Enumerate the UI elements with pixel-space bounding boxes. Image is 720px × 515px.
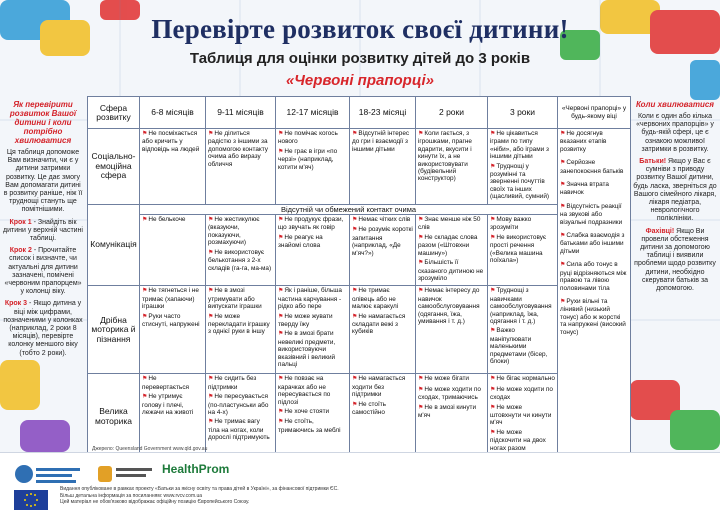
- red-flag-icon: ⚑: [490, 328, 496, 335]
- red-flag-icon: ⚑: [278, 419, 284, 426]
- red-flag-icon: ⚑: [490, 288, 496, 295]
- red-flag-icon: ⚑: [352, 313, 358, 320]
- any-age-red-flag-item: [560, 130, 628, 153]
- age-header: 9-11 місяців: [206, 97, 276, 129]
- development-area-label: Комунікація: [88, 204, 140, 286]
- red-flag-icon: ⚑: [142, 394, 148, 401]
- footer-text: [60, 486, 640, 506]
- red-flag-text: Не тримає вагу тіла на ногах, коли дорослі підтримують: [208, 418, 270, 442]
- development-area-label: Соціально-емоційна сфера: [88, 129, 140, 205]
- red-flag-icon: ⚑: [418, 404, 424, 411]
- red-flag-text: Немає чітких слів: [358, 216, 411, 224]
- red-flag-icon: ⚑: [278, 288, 284, 295]
- left-panel-intro: Ця таблиця допоможе Вам визначити, чи є у дитини затримки розвитку. Це дає змогу Вам допомагати дитині в розвитку раніше, ніж її труднощі стануть ще помітнішими.: [3, 149, 83, 214]
- red-flag-icon: ⚑: [278, 408, 284, 415]
- red-flag-icon: ⚑: [278, 331, 284, 338]
- milestone-cell: [140, 215, 206, 286]
- red-flag-text: Не досягнув вказаних етапів розвитку: [560, 130, 607, 153]
- milestone-cell: [488, 286, 558, 374]
- development-area-label: Дрібна моторика й пізнання: [88, 286, 140, 374]
- page-subtitle: Таблиця для оцінки розвитку дітей до 3 років: [189, 50, 531, 67]
- red-flag-item: [352, 226, 413, 257]
- any-age-red-flag-item: [560, 298, 628, 336]
- healthprom-logo: HealthProm: [162, 462, 230, 476]
- red-flag-icon: ⚑: [418, 234, 424, 241]
- partner-logo: [96, 460, 156, 488]
- red-flag-item: [208, 130, 273, 168]
- red-flag-text: Не може перекладати іграшку з однієї руки в іншу: [208, 312, 270, 336]
- milestone-cell: [276, 286, 350, 374]
- red-flag-text: Не хоче стояти: [284, 407, 330, 415]
- red-flag-icon: ⚑: [352, 401, 358, 408]
- development-area-label: Велика моторика: [88, 374, 140, 460]
- red-flag-icon: ⚑: [418, 376, 424, 383]
- red-flag-icon: ⚑: [278, 131, 284, 137]
- parents-text: Якщо у Вас є сумніви з приводу розвитку Вашої дитини, будь ласка, зверніться до Вашого сімейного лікаря, лікаря педіатра, неврологічного поліклініки.: [633, 158, 717, 223]
- milestone-cell: [488, 374, 558, 460]
- red-flag-icon: ⚑: [142, 131, 148, 137]
- red-flag-icon: ⚑: [208, 131, 214, 137]
- milestone-cell: [488, 129, 558, 205]
- red-flag-item: [418, 234, 485, 257]
- red-flag-text: Мову важко зрозуміти: [490, 216, 532, 232]
- red-flag-icon: ⚑: [490, 429, 496, 436]
- red-flag-item: [490, 386, 555, 402]
- red-flag-text: Не намагається складати вежі з кубиків: [352, 312, 406, 336]
- red-flag-item: [208, 249, 273, 272]
- red-flag-item: [208, 313, 273, 336]
- right-panel: [632, 100, 718, 297]
- red-flag-text: Як і раніше, більша частина карчування - рідко або пере: [278, 287, 342, 311]
- red-flag-text: Серйозне занепокоєння батьків: [560, 159, 624, 175]
- red-flag-icon: ⚑: [208, 394, 214, 401]
- parents-note: [632, 158, 718, 224]
- red-flag-text: Знає менше ніж 50 слів: [418, 216, 481, 232]
- red-flag-icon: ⚑: [560, 182, 566, 189]
- red-flag-text: Не може штовхнути чи кинути м'яч: [490, 403, 552, 427]
- red-flag-text: Не може ходити по сходах: [490, 385, 553, 402]
- source-credit: Джерело: Queensland Government www.qld.gov.au: [92, 446, 208, 452]
- red-flag-icon: ⚑: [490, 376, 496, 383]
- red-flag-text: Не реагує на знайомі слова: [278, 233, 323, 250]
- red-flag-text: Не грає в ігри «по черзі» (наприклад, котити м'яч): [278, 147, 338, 171]
- red-flag-text: Не в змозі брати невеликі предмети, використовуючи вказівний і великий пальці: [278, 330, 336, 368]
- red-flag-item: [208, 418, 273, 441]
- red-flag-icon: ⚑: [352, 227, 358, 234]
- red-flag-icon: ⚑: [560, 298, 566, 305]
- red-flag-item: [278, 148, 347, 171]
- red-flag-icon: ⚑: [278, 313, 284, 320]
- red-flag-text: Не стоїть самостійно: [352, 400, 386, 416]
- red-flag-item: [490, 216, 555, 232]
- any-age-cell: [558, 129, 631, 460]
- milestone-cell: [416, 286, 488, 374]
- parents-label: Батьки!: [639, 158, 667, 166]
- red-flag-item: [352, 130, 413, 153]
- red-flag-icon: ⚑: [142, 313, 148, 320]
- milestone-cell: [276, 215, 350, 286]
- red-flag-text: Не посміхається або кричить у відповідь на людей: [142, 130, 200, 153]
- red-flag-text: Труднощі з навичками самообслуговування (наприклад, їжа, одягання і т. д.): [490, 287, 552, 325]
- red-flag-text: Значна втрата навичок: [560, 181, 609, 197]
- red-flag-icon: ⚑: [490, 234, 496, 241]
- red-flag-icon: ⚑: [490, 163, 496, 170]
- eu-flag-icon: [14, 490, 48, 510]
- red-flag-item: [142, 393, 203, 416]
- red-flag-text: Не тримає олівець або не малює каракулі: [352, 287, 399, 311]
- red-flag-item: [278, 375, 347, 406]
- red-flag-text: Слабка взаємодія з батьками або іншими дітьми: [560, 232, 625, 255]
- red-flag-item: [490, 404, 555, 427]
- red-flag-text: Не може жувати тверду їжу: [278, 312, 333, 328]
- step-3-text: - Якщо дитина у віці між цифрами, позначеними у колонках (наприклад, 2 роки 8 місяців), перевірте колонку меншого віку (тобто 2 роки).: [3, 300, 83, 357]
- any-age-header: «Червоні прапорці» у будь-якому віці: [558, 97, 631, 129]
- step-3-label: Крок 3: [4, 300, 27, 308]
- red-flag-text: Більшість її сказаного дитиною не зрозуміло: [418, 259, 484, 282]
- left-panel: [3, 100, 83, 362]
- red-flag-item: [490, 375, 555, 383]
- red-flag-item: [418, 216, 485, 232]
- specialists-note: [632, 228, 718, 294]
- red-flag-item: [142, 313, 203, 329]
- right-panel-heading: Коли хвилюватися: [636, 100, 714, 109]
- specialists-text: Якщо Ви провели обстеження дитини за допомогою таблиці і виявили проблеми щодо розвитку дитини, необхідно скерувати батьків за допомогою.: [634, 227, 716, 293]
- red-flag-icon: ⚑: [560, 233, 566, 240]
- milestone-cell: [350, 374, 416, 460]
- red-flag-text: Не намагається ходити без підтримки: [352, 375, 406, 399]
- red-flag-text: Не може ходити по сходах, тримаючись: [418, 385, 481, 402]
- age-header: 18-23 місяці: [350, 97, 416, 129]
- red-flag-text: Не перевертається: [142, 375, 189, 391]
- step-2: [3, 247, 83, 296]
- red-flag-item: [352, 401, 413, 417]
- milestone-cell: [206, 374, 276, 460]
- red-flag-icon: ⚑: [418, 386, 424, 393]
- red-flag-item: [490, 130, 555, 161]
- red-flag-icon: ⚑: [560, 160, 566, 167]
- red-flag-item: [490, 234, 555, 265]
- red-flag-icon: ⚑: [490, 131, 496, 137]
- red-flag-text: Сила або тонус в руці відрізняються між правою та лівою половинами тіла: [560, 261, 627, 292]
- any-age-red-flag-item: [560, 181, 628, 197]
- red-flag-item: [418, 259, 485, 282]
- red-flag-text: Не в змозі кинути м'яч: [418, 403, 477, 419]
- red-flag-icon: ⚑: [278, 148, 284, 155]
- red-flag-text: Не складає слова разом («Штовхни машину»): [418, 233, 478, 257]
- red-flag-icon: ⚑: [208, 313, 214, 320]
- red-flag-icon: ⚑: [142, 288, 148, 295]
- red-flag-icon: ⚑: [208, 376, 214, 383]
- development-table: [87, 96, 631, 460]
- red-flag-icon: ⚑: [278, 234, 284, 241]
- red-flag-icon: ⚑: [352, 376, 358, 383]
- footer-line: Видання опубліковане в рамках проекту «Батьки за якісну освіту та права дітей в Україні», за фінансової підтримки ЄС.: [60, 486, 339, 492]
- red-flag-item: [142, 375, 203, 391]
- milestone-cell: [140, 286, 206, 374]
- step-2-text: - Прочитайте список і визначте, чи актуальні для дитини зазначені, помічені «червоним прапорцем» у колонці віку.: [4, 247, 82, 296]
- red-flag-text: Не пересувається (по-пластунськи або на 4-х): [208, 393, 269, 416]
- red-flag-icon: ⚑: [208, 217, 214, 224]
- step-1-label: Крок 1: [9, 218, 32, 226]
- red-flag-icon: ⚑: [418, 131, 424, 137]
- red-flag-text: Не утримує голову і плечі, лежачи на животі: [142, 393, 194, 416]
- red-flag-text: Не стоїть, тримаючись за меблі: [278, 418, 341, 434]
- red-flag-item: [418, 130, 485, 183]
- milestone-cell: [350, 286, 416, 374]
- red-flag-text: Не повзає на карачках або не пересувається по підлозі: [278, 375, 331, 406]
- red-flag-item: [278, 234, 347, 250]
- red-flag-icon: ⚑: [418, 288, 424, 295]
- step-1: [3, 219, 83, 244]
- footer-line: Цей матеріал не обов'язково відображає офіційну позицію Європейського Союзу.: [60, 499, 250, 505]
- step-3: [3, 300, 83, 357]
- page-title: Перевірте розвиток своєї дитини!: [151, 14, 569, 44]
- red-flag-icon: ⚑: [278, 376, 284, 383]
- red-flag-icon: ⚑: [560, 203, 566, 210]
- milestone-cell: [206, 286, 276, 374]
- red-flag-icon: ⚑: [352, 288, 358, 295]
- red-flag-icon: ⚑: [278, 217, 284, 224]
- milestone-cell: [276, 129, 350, 205]
- red-flag-icon: ⚑: [142, 217, 148, 224]
- red-flag-icon: ⚑: [490, 404, 496, 411]
- red-flag-text: Не сидить без підтримки: [208, 375, 257, 391]
- red-flag-item: [278, 130, 347, 146]
- red-flag-item: [352, 287, 413, 310]
- red-flag-item: [418, 386, 485, 402]
- red-flag-icon: ⚑: [560, 262, 566, 269]
- left-panel-heading: Як перевірити розвиток Вашої дитини і коли потрібно хвилюватися: [9, 100, 77, 145]
- red-flag-item: [418, 375, 485, 383]
- red-flag-item: [352, 313, 413, 336]
- red-flag-icon: ⚑: [208, 419, 214, 426]
- milestone-cell: [488, 215, 558, 286]
- red-flag-text: Не белькоче: [148, 216, 186, 224]
- milestone-cell: [140, 129, 206, 205]
- eye-contact-note: Відсутній чи обмежений контакт очима: [140, 204, 558, 214]
- step-1-text: - Знайдіть вік дитини у верхній частині таблиці.: [3, 218, 83, 243]
- red-flag-item: [278, 313, 347, 329]
- red-flag-icon: ⚑: [352, 131, 358, 137]
- red-flag-item: [142, 287, 203, 310]
- red-flag-text: Не тягнеться і не тримає (хапаючи) іграшки: [142, 287, 199, 311]
- red-flag-item: [490, 327, 555, 365]
- red-flag-text: Відсутній інтерес до гри і взаємодії з іншими дітьми: [352, 130, 410, 153]
- milestone-cell: [350, 215, 416, 286]
- age-header: 6-8 місяців: [140, 97, 206, 129]
- red-flag-text: Рухи вільні та лінивий (низький тонус) або ж жорсткі та напружені (високий тонус): [560, 297, 626, 336]
- milestone-cell: [350, 129, 416, 205]
- red-flag-icon: ⚑: [490, 386, 496, 393]
- red-flag-text: Не жестикулює (вказуючи, показуючи, розмахуючи): [208, 216, 260, 247]
- red-flag-item: [142, 216, 203, 224]
- red-flag-text: Не розуміє короткі запитання (наприклад, «Де м'яч?»): [352, 226, 413, 257]
- red-flag-text: Не помічає когось нового: [278, 130, 338, 146]
- milestone-cell: [416, 129, 488, 205]
- red-flag-item: [352, 375, 413, 398]
- red-flag-text: Не використовує прості речення («Велика машина поїхала»): [490, 233, 547, 265]
- any-age-red-flag-item: [560, 203, 628, 226]
- red-flag-item: [208, 393, 273, 416]
- red-flag-icon: ⚑: [208, 288, 214, 295]
- red-flag-item: [490, 429, 555, 452]
- red-flag-item: [490, 163, 555, 201]
- age-header: 3 роки: [488, 97, 558, 129]
- red-flag-text: Не використовує белькотання з 2-х складів (га-га, ма-ма): [208, 248, 272, 272]
- red-flag-icon: ⚑: [418, 217, 424, 224]
- footer-line: Більш детальна інформація за посиланням: www.rvcv.com.ua: [60, 492, 203, 499]
- red-flag-text: Не може бігати: [424, 375, 469, 383]
- any-age-red-flag-item: [560, 159, 628, 175]
- any-age-red-flag-item: [560, 232, 628, 255]
- right-panel-intro: Коли є один або кілька «червоних прапорців» у будь-якій сфері, це є ознакою можливої затримки в розвитку.: [636, 113, 714, 153]
- red-flag-item: [142, 130, 203, 153]
- red-flag-text: Не в змозі утримувати або випускати іграшки: [208, 287, 262, 311]
- red-flag-text: Немає інтересу до навичок самообслуговування (одягання, їжа, умивання і т. д.): [418, 287, 480, 325]
- red-flag-text: Відсутність реакції на звукові або візуальні подразники: [560, 202, 623, 226]
- partner-logo: [14, 460, 84, 488]
- red-flag-item: [278, 418, 347, 434]
- red-flag-item: [352, 216, 413, 224]
- red-flag-text: Коли гається, з ігрошками, прагне вдарити, вкусити і кинути їх, а не використовувати (будівельний конструктор): [418, 130, 472, 183]
- age-header: 2 роки: [416, 97, 488, 129]
- milestone-cell: [206, 215, 276, 286]
- red-flag-icon: ⚑: [490, 217, 496, 224]
- red-flag-icon: ⚑: [418, 260, 424, 267]
- table-corner-header: Сфера розвитку: [88, 97, 140, 129]
- red-flag-text: Не цікавиться іграми по типу «ніби», або іграми з іншими дітьми: [490, 130, 549, 161]
- any-age-red-flag-item: [560, 261, 628, 292]
- red-flag-item: [278, 287, 347, 310]
- red-flag-item: [208, 216, 273, 247]
- red-flag-text: Не продукує фрази, що звучать як говір: [278, 216, 344, 232]
- red-flag-item: [490, 287, 555, 325]
- milestone-cell: [416, 374, 488, 460]
- red-flag-icon: ⚑: [208, 249, 214, 256]
- red-flag-text: Труднощі у розумінні та зверненні почуттів своїх та інших (щасливий, сумний): [490, 162, 550, 201]
- milestone-cell: [276, 374, 350, 460]
- milestone-cell: [416, 215, 488, 286]
- red-flag-item: [208, 287, 273, 310]
- red-flag-item: [278, 408, 347, 416]
- red-flags-heading: «Червоні прапорці»: [285, 72, 435, 89]
- red-flag-item: [418, 287, 485, 325]
- milestone-cell: [206, 129, 276, 205]
- red-flag-item: [208, 375, 273, 391]
- red-flag-item: [278, 216, 347, 232]
- red-flag-text: Не бігає нормально: [496, 375, 555, 383]
- age-header: 12-17 місяців: [276, 97, 350, 129]
- specialists-label: Фахівці!: [645, 227, 675, 235]
- red-flag-text: Не може підскочити на двох ногах разом: [490, 428, 546, 452]
- red-flag-icon: ⚑: [352, 217, 358, 224]
- step-2-label: Крок 2: [9, 247, 32, 255]
- red-flag-text: Не ділиться радістю з іншими за допомогою контакту очима або виразу обличчя: [208, 130, 268, 168]
- red-flag-item: [278, 330, 347, 368]
- red-flag-item: [418, 404, 485, 420]
- red-flag-text: Руки часто стиснуті, напружені: [142, 312, 200, 328]
- red-flag-icon: ⚑: [560, 131, 566, 137]
- red-flag-text: Важко маніпулювати маленькими предметами (бісер, блоки): [490, 327, 548, 365]
- red-flag-icon: ⚑: [142, 376, 148, 383]
